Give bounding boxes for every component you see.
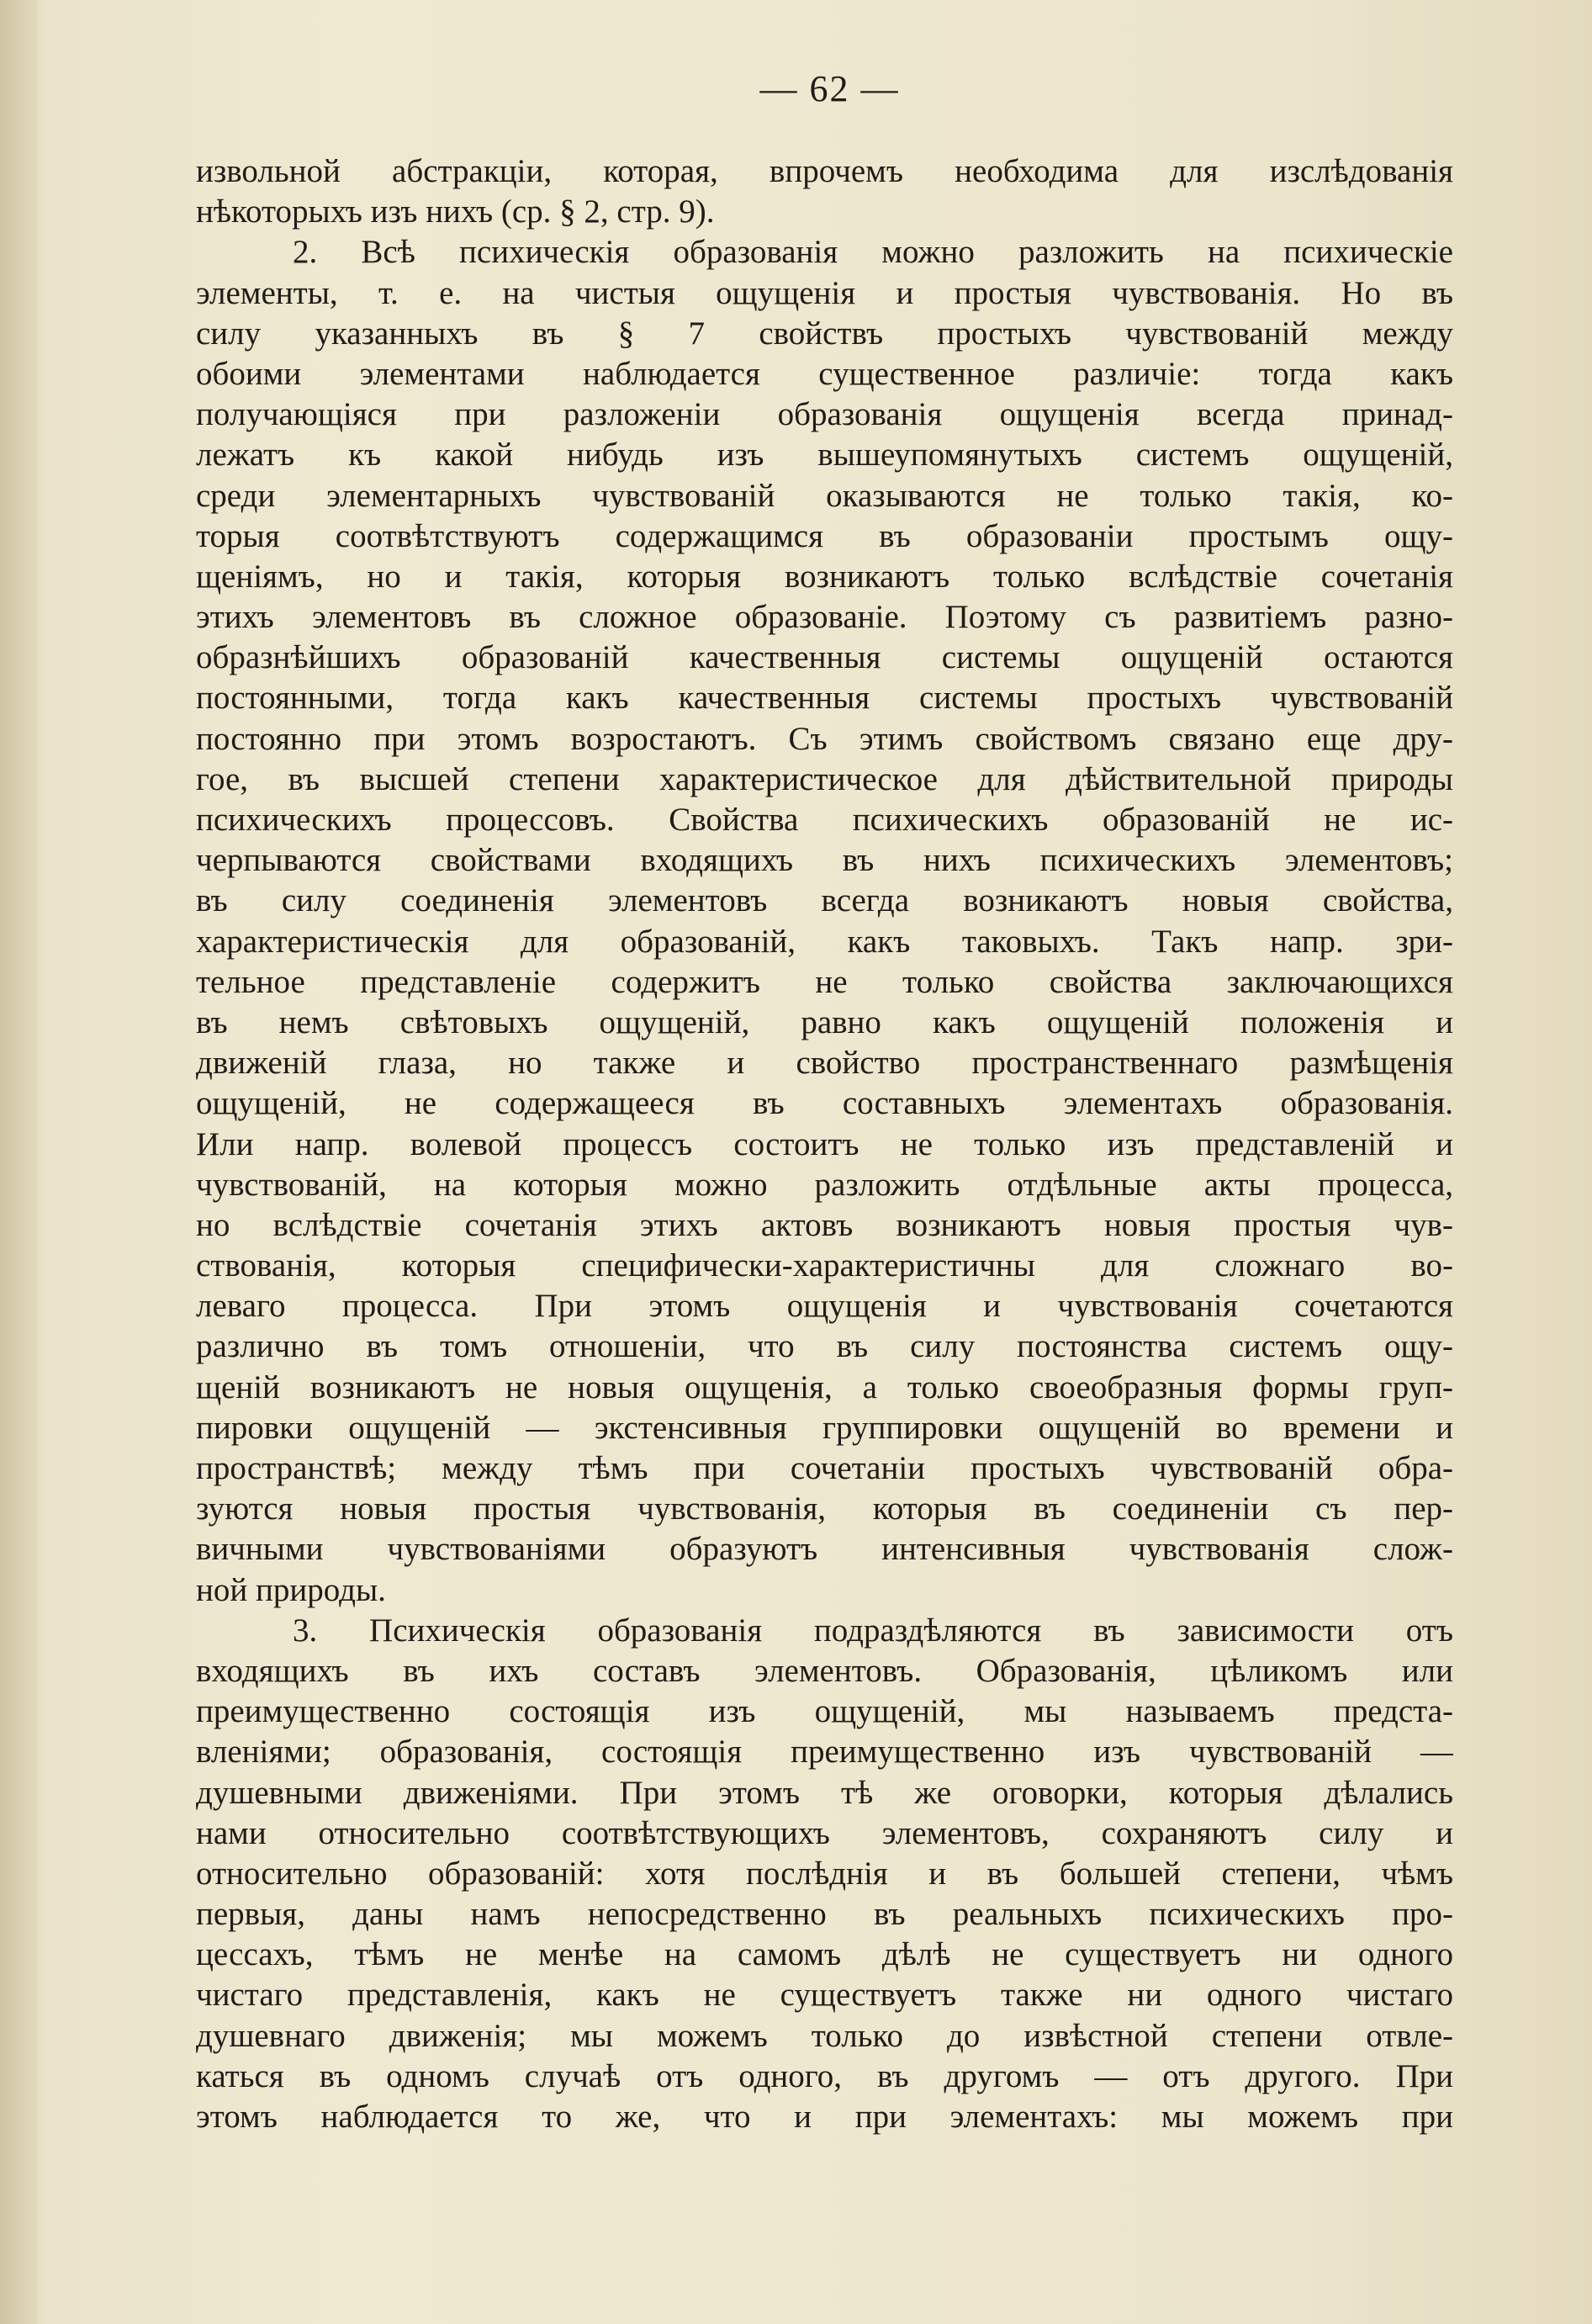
text-line: силу указанныхъ въ § 7 свойствъ простыхъ чувствованій между [196,315,1453,352]
text-line: среди элементарныхъ чувствованій оказываются не только такія, ко- [196,477,1453,514]
text-line: зуются новыя простыя чувствованія, которыя въ соединеніи съ пер- [196,1490,1453,1527]
text-line: постоянными, тогда какъ качественныя системы простыхъ чувствованій [196,680,1453,717]
text-line: душевнаго движенія; мы можемъ только до извѣстной степени отвле- [196,2017,1453,2054]
text-line: нами относительно соотвѣтствующихъ элементовъ, сохраняютъ силу и [196,1814,1453,1851]
text-line: вленіями; образованія, состоящія преимущественно изъ чувствованій — [196,1734,1453,1771]
text-line: лежатъ къ какой нибудь изъ вышеупомянутыхъ системъ ощущеній, [196,437,1453,474]
text-line: щеніямъ, но и такія, которыя возникаютъ только вслѣдствіе сочетанія [196,558,1453,595]
text-line: въ силу соединенія элементовъ всегда возникаютъ новыя свойства, [196,882,1453,919]
body-text [196,151,1453,2137]
page-number: — 62 — [759,68,900,109]
text-line: этомъ наблюдается то же, что и при элементахъ: мы можемъ при [196,2099,1453,2135]
text-line: черпываются свойствами входящихъ въ нихъ психическихъ элементовъ; [196,842,1453,879]
text-line: ощущеній, не содержащееся въ составныхъ элементахъ образованія. [196,1085,1453,1122]
text-line: этихъ элементовъ въ сложное образованіе. Поэтому съ развитіемъ разно- [196,599,1453,636]
text-line: 2. Всѣ психическія образованія можно разложить на психическіе [293,234,1453,271]
text-line: пировки ощущеній — экстенсивныя группировки ощущеній во времени и [196,1409,1453,1446]
text-line: каться въ одномъ случаѣ отъ одного, въ другомъ — отъ другого. При [196,2057,1453,2094]
text-line: психическихъ процессовъ. Свойства психическихъ образованій не ис- [196,802,1453,838]
text-line: образнѣйшихъ образованій качественныя системы ощущеній остаются [196,639,1453,676]
text-line: движеній глаза, но также и свойство пространственнаго размѣщенія [196,1045,1453,1082]
text-line: ной природы. [196,1571,386,1608]
text-line: тельное представленіе содержитъ не только свойства заключающихся [196,963,1453,1000]
text-line: характеристическія для образованій, какъ таковыхъ. Такъ напр. зри- [196,923,1453,960]
page-spine-shadow [0,0,37,2324]
text-line: 3. Психическія образованія подраздѣляются въ зависимости отъ [293,1612,1453,1649]
text-line: различно въ томъ отношеніи, что въ силу постоянства системъ ощу- [196,1328,1453,1365]
text-line: гое, въ высшей степени характеристическое для дѣйствительной природы [196,760,1453,797]
text-line: торыя соотвѣтствуютъ содержащимся въ образованіи простымъ ощу- [196,517,1453,554]
text-line: цессахъ, тѣмъ не менѣе на самомъ дѣлѣ не существуетъ ни одного [196,1936,1453,1973]
text-line: щеній возникаютъ не новыя ощущенія, а только своеобразныя формы груп- [196,1368,1453,1406]
text-line: первыя, даны намъ непосредственно въ реальныхъ психическихъ про- [196,1896,1453,1933]
text-line: входящихъ въ ихъ составъ элементовъ. Образованія, цѣликомъ или [196,1652,1453,1689]
text-line: преимущественно состоящія изъ ощущеній, мы называемъ предста- [196,1693,1453,1730]
text-line: пространствѣ; между тѣмъ при сочетаніи простыхъ чувствованій обра- [196,1450,1453,1486]
text-line: обоими элементами наблюдается существенное различіе: тогда какъ [196,355,1453,392]
text-line: въ немъ свѣтовыхъ ощущеній, равно какъ ощущеній положенія и [196,1003,1453,1040]
text-line: нѣкоторыхъ изъ нихъ (ср. § 2, стр. 9). [196,193,715,230]
text-line: извольной абстракціи, которая, впрочемъ необходима для изслѣдованія [196,153,1453,189]
text-line: чистаго представленія, какъ не существуетъ также ни одного чистаго [196,1977,1453,2014]
text-line: относительно образованій: хотя послѣднія и въ большей степени, чѣмъ [196,1855,1453,1892]
text-line: леваго процесса. При этомъ ощущенія и чувствованія сочетаются [196,1288,1453,1325]
text-line: Или напр. волевой процессъ состоитъ не только изъ представленій и [196,1125,1453,1162]
text-line: но вслѣдствіе сочетанія этихъ актовъ возникаютъ новыя простыя чув- [196,1206,1453,1243]
text-line: элементы, т. е. на чистыя ощущенія и простыя чувствованія. Но въ [196,274,1453,311]
text-line: ствованія, которыя специфически-характеристичны для сложнаго во- [196,1247,1453,1284]
text-line: получающіяся при разложеніи образованія ощущенія всегда принад- [196,396,1453,433]
text-line: душевными движеніями. При этомъ тѣ же оговорки, которыя дѣлались [196,1774,1453,1811]
text-line: чувствованій, на которыя можно разложить отдѣльные акты процесса, [196,1166,1453,1203]
text-line: вичными чувствованіями образуютъ интенсивныя чувствованія слож- [196,1531,1453,1568]
text-line: постоянно при этомъ возростаютъ. Съ этимъ свойствомъ связано еще дру- [196,720,1453,757]
